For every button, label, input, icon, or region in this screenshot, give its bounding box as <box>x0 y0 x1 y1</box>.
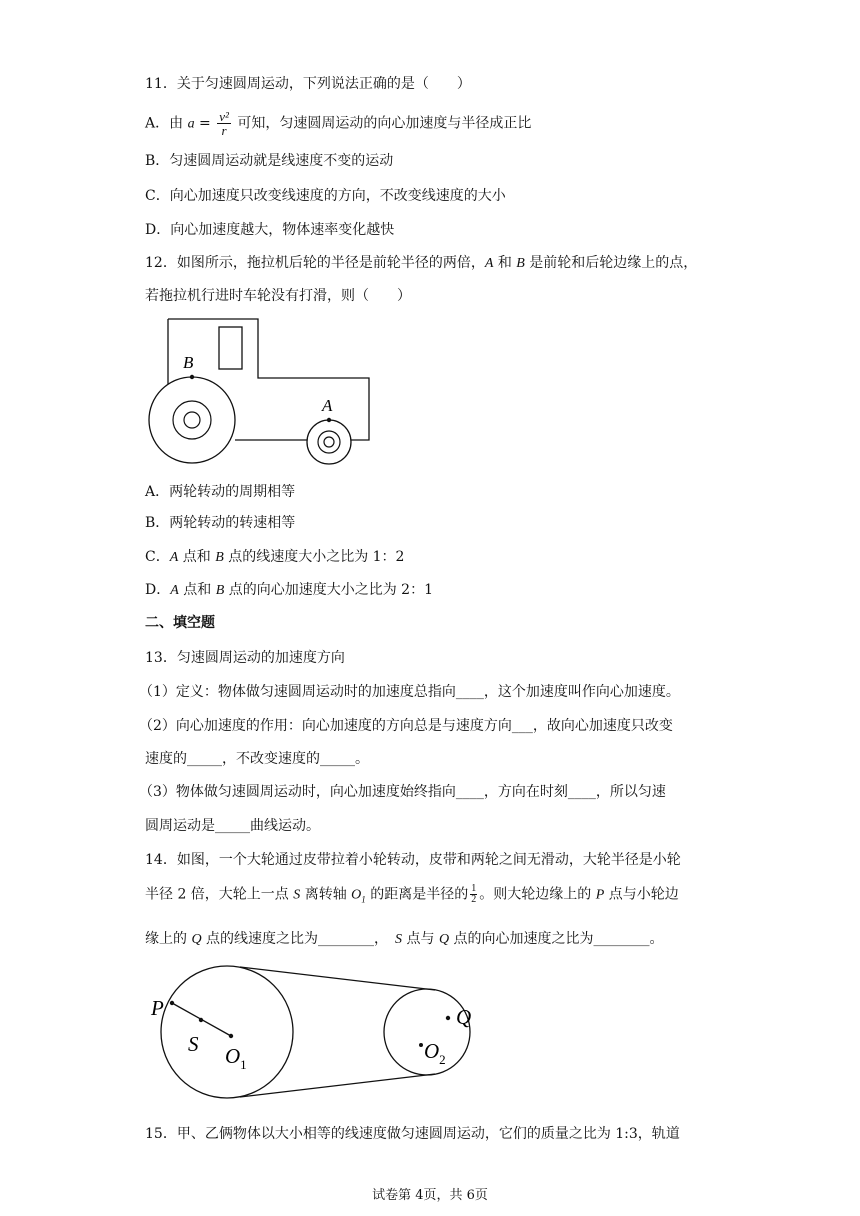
point-o1-dot <box>229 1034 233 1038</box>
q11-stem: 11．关于匀速圆周运动，下列说法正确的是（ ） <box>145 76 471 92</box>
q15-line1: 15．甲、乙俩物体以大小相等的线速度做匀速圆周运动，它们的质量之比为 1:3，轨道 <box>145 1126 680 1142</box>
belt-pulley-figure <box>140 960 500 1100</box>
q12-option-c: C．A 点和 B 点的线速度大小之比为 1：2 <box>145 549 405 565</box>
belt-bottom <box>240 1074 435 1097</box>
label-point-a: A <box>322 396 333 415</box>
front-wheel <box>307 420 351 464</box>
q11-option-c: C．向心加速度只改变线速度的方向，不改变线速度的大小 <box>145 188 506 204</box>
label-point-b: B <box>183 353 194 372</box>
q13-part3-line1: （3）物体做匀速圆周运动时，向心加速度始终指向____，方向在时刻____，所以匀速 <box>139 784 666 800</box>
q14-line2: 半径 2 倍，大轮上一点 S 离转轴 $O_1$ 的距离是半径的 $\frac{1}{2}$ 。则大轮边缘上的 P 点与小轮边 <box>145 883 679 905</box>
point-p-dot <box>170 1001 174 1005</box>
label-s: S <box>188 1032 199 1056</box>
tractor-figure <box>140 310 380 470</box>
q11-option-a: A．由 a = $\frac{\text{v²}}{r}$ 可知，匀速圆周运动的向心加速度与半径成正比 <box>145 109 532 138</box>
label-p: P <box>151 996 164 1020</box>
q12-stem-line2: 若拖拉机行进时车轮没有打滑，则（ ） <box>145 288 411 304</box>
section-heading: 二、填空题 <box>145 615 215 631</box>
page-footer: 试卷第 4页，共 6页 <box>372 1188 488 1203</box>
point-o2-dot <box>419 1043 423 1047</box>
q11-option-d: D．向心加速度越大，物体速率变化越快 <box>145 222 395 238</box>
q14-line1: 14．如图，一个大轮通过皮带拉着小轮转动，皮带和两轮之间无滑动，大轮半径是小轮 <box>145 852 681 868</box>
label-q: Q <box>456 1005 472 1029</box>
half-fraction: $\frac{1}{2}$ <box>471 883 477 905</box>
q13-part2-line2: 速度的_____，不改变速度的_____。 <box>145 751 369 767</box>
formula-fraction: $\frac{\text{v²}}{r}$ <box>219 109 229 138</box>
q14-line3: 缘上的 Q 点的线速度之比为________， S 点与 Q 点的向心加速度之比为________。 <box>145 931 664 947</box>
large-wheel <box>161 966 293 1098</box>
label-o2: $O_2$ <box>424 1039 446 1067</box>
q12-option-b: B．两轮转动的转速相等 <box>145 515 296 531</box>
q11-option-b: B．匀速圆周运动就是线速度不变的运动 <box>145 153 394 169</box>
point-q-dot <box>446 1016 450 1020</box>
belt-top <box>240 967 435 990</box>
q12-stem-line1: 12．如图所示，拖拉机后轮的半径是前轮半径的两倍，A 和 B 是前轮和后轮边缘上的点， <box>145 255 698 271</box>
label-o1: $O_1$ <box>225 1044 247 1072</box>
q12-option-d: D．A 点和 B 点的向心加速度大小之比为 2：1 <box>145 582 433 598</box>
q13-part3-line2: 圆周运动是_____曲线运动。 <box>145 818 320 834</box>
q12-option-a: A．两轮转动的周期相等 <box>145 484 296 500</box>
point-a-dot <box>327 418 331 422</box>
point-b-dot <box>190 375 194 379</box>
q13-part2-line1: （2）向心加速度的作用：向心加速度的方向总是与速度方向___，故向心加速度只改变 <box>139 718 673 734</box>
rear-wheel <box>149 377 235 463</box>
q13-part1: （1）定义：物体做匀速圆周运动时的加速度总指向____，这个加速度叫作向心加速度。 <box>139 684 680 700</box>
point-s-dot <box>199 1018 203 1022</box>
q13-stem: 13．匀速圆周运动的加速度方向 <box>145 650 345 666</box>
